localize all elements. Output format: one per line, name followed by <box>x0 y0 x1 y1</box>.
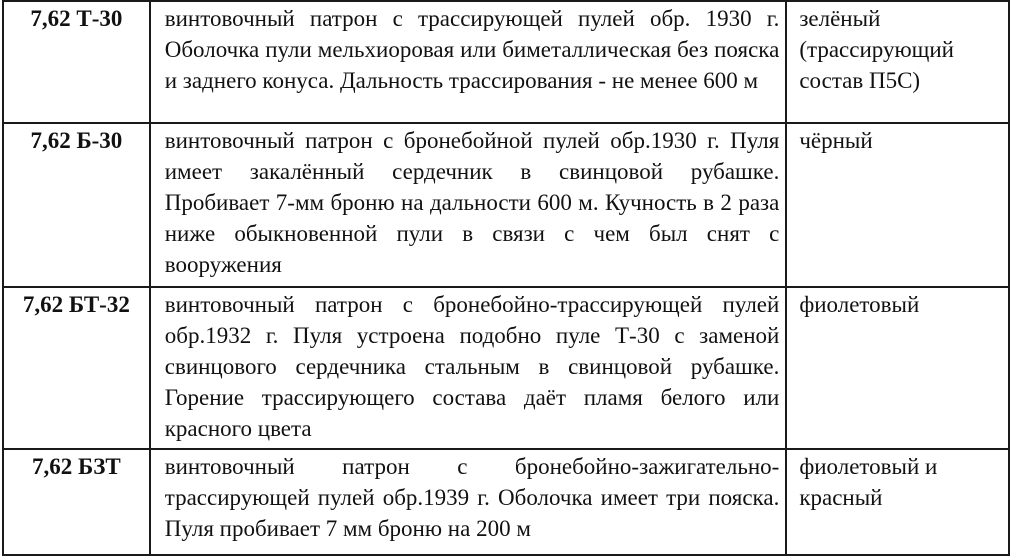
cartridge-description: винтовочный патрон с бронебойно-трассирующей пулей обр.1932 г. Пуля устроена подобно пуле Т-30 с заменой свинцового сердечника стальным в свинцовой рубашке. Горение трассирующего состава даёт пламя белого или красного цвета <box>164 292 780 441</box>
cartridge-color-cell <box>786 449 1009 555</box>
cartridge-description: винтовочный патрон с бронебойно-зажигательно-трассирующей пулей обр.1939 г. Оболочка имеет три пояска. Пуля пробивает 7 мм броню на 200 м <box>164 454 780 541</box>
cartridge-color-cell <box>786 1 1009 123</box>
cartridge-color: зелёный (трассирующий состав П5С) <box>799 6 954 93</box>
cartridge-description-cell <box>150 449 787 555</box>
cartridge-color-cell <box>786 287 1009 449</box>
cartridge-color: чёрный <box>799 128 873 153</box>
table-row <box>3 1 1009 123</box>
cartridge-code-cell <box>3 449 150 555</box>
cartridge-code: 7,62 Т-30 <box>30 6 123 31</box>
cartridge-color: фиолетовый <box>799 292 920 317</box>
cartridge-description-cell <box>150 1 787 123</box>
table-row <box>3 287 1009 449</box>
cartridge-code-cell <box>3 287 150 449</box>
cartridge-description-cell <box>150 123 787 287</box>
cartridge-code: 7,62 Б-30 <box>30 128 123 153</box>
table-row <box>3 123 1009 287</box>
cartridge-code: 7,62 БЗТ <box>32 454 121 479</box>
cartridge-description: винтовочный патрон с бронебойной пулей обр.1930 г. Пуля имеет закалённый сердечник в свинцовой рубашке. Пробивает 7-мм броню на дальности 600 м. Кучность в 2 раза ниже обыкновенной пули в связи с чем был снят с вооружения <box>164 128 780 277</box>
cartridge-description-cell <box>150 287 787 449</box>
cartridge-color-cell <box>786 123 1009 287</box>
table-row <box>3 449 1009 555</box>
cartridge-code: 7,62 БТ-32 <box>22 292 130 317</box>
cartridge-table <box>2 0 1010 556</box>
cartridge-color: фиолетовый и красный <box>799 454 938 510</box>
cartridge-code-cell <box>3 123 150 287</box>
cartridge-description: винтовочный патрон с трассирующей пулей обр. 1930 г. Оболочка пули мельхиоровая или биметаллическая без пояска и заднего конуса. Дальность трассирования - не менее 600 м <box>164 6 780 93</box>
cartridge-code-cell <box>3 1 150 123</box>
